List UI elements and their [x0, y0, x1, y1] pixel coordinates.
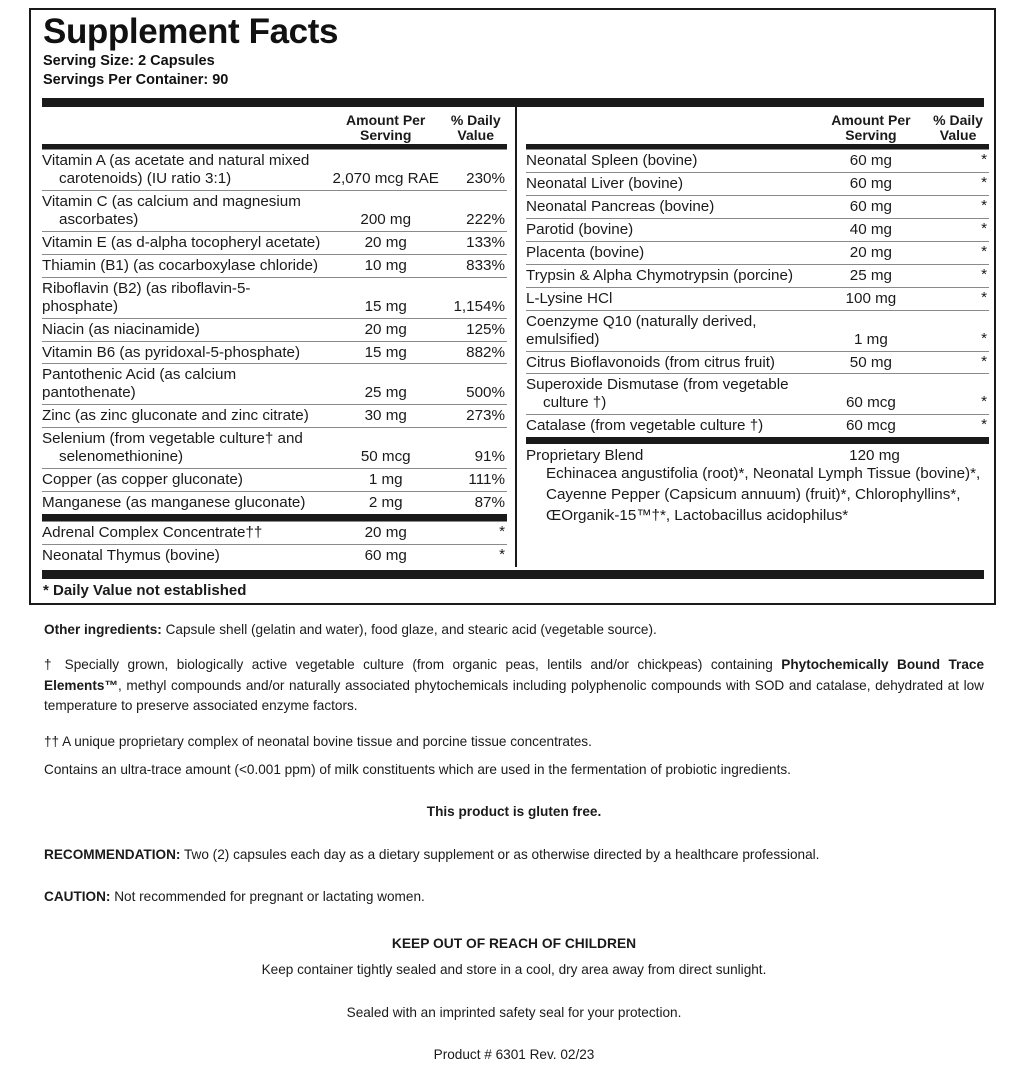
right-dv-header: % Daily Value	[933, 111, 983, 144]
table-row	[42, 492, 507, 518]
nutrient-amount: 10 mg	[327, 254, 444, 277]
nutrient-amount: 20 mg	[815, 241, 928, 264]
footer-divider-bar	[42, 570, 984, 579]
other-ingredients-text: Capsule shell (gelatin and water), food glaze, and stearic acid (vegetable source).	[161, 622, 657, 637]
table-row	[42, 544, 507, 566]
nutrient-dv: *	[927, 286, 989, 309]
nutrient-dv: 833%	[444, 254, 507, 277]
nutrient-name: Neonatal Liver (bovine)	[526, 173, 815, 196]
dagger-footnote-part1: † Specially grown, biologically active vegetable culture (from organic peas, lentils and/or chickpeas) containing	[44, 657, 782, 673]
nutrient-name: Adrenal Complex Concentrate††	[42, 522, 327, 545]
nutrient-name-cont: ascorbates)	[59, 210, 139, 228]
nutrient-amount: 20 mg	[327, 522, 444, 545]
nutrient-dv: 230%	[444, 150, 507, 191]
nutrient-name: Neonatal Pancreas (bovine)	[526, 195, 815, 218]
table-row	[42, 522, 507, 545]
nutrient-dv: *	[444, 543, 507, 565]
nutrient-dv: *	[927, 149, 989, 172]
left-dv-header: % Daily Value	[450, 111, 501, 144]
nutrient-dv: 882%	[444, 341, 507, 364]
nutrient-name-cont: selenomethionine)	[59, 448, 184, 466]
nutrient-dv: 133%	[444, 231, 507, 254]
right-column-headers	[526, 113, 989, 147]
nutrient-amount: 2 mg	[327, 492, 444, 518]
nutrient-name: Riboflavin (B2) (as riboflavin-5-phosphate)	[42, 277, 327, 318]
nutrient-dv: 91%	[444, 428, 507, 469]
nutrient-amount: 60 mg	[815, 150, 928, 173]
table-row	[526, 415, 989, 441]
table-row	[42, 277, 507, 318]
left-amount-header: Amount Per Serving	[346, 111, 426, 144]
nutrient-name: Vitamin E (as d-alpha tocopheryl acetate)	[42, 231, 327, 254]
table-row	[526, 287, 989, 310]
caution-paragraph	[44, 887, 984, 907]
table-row	[42, 364, 507, 405]
other-ingredients-paragraph	[44, 620, 984, 640]
nutrient-name: Niacin (as niacinamide)	[42, 318, 327, 341]
nutrient-dv: *	[927, 373, 989, 414]
recommendation-paragraph	[44, 845, 984, 865]
table-row	[42, 254, 507, 277]
table-row	[526, 195, 989, 218]
keep-out-of-reach-heading: KEEP OUT OF REACH OF CHILDREN	[391, 935, 637, 951]
proprietary-blend-ingredient-line: Cayenne Pepper (Capsicum annuum) (fruit)*, Chlorophyllins*,	[546, 486, 961, 504]
table-row	[526, 173, 989, 196]
nutrient-amount: 20 mg	[327, 318, 444, 341]
nutrient-amount: 30 mg	[327, 405, 444, 428]
nutrient-dv: *	[927, 414, 989, 440]
storage-instructions: Keep container tightly sealed and store in a cool, dry area away from direct sunlight.	[261, 962, 767, 978]
nutrient-amount: 20 mg	[327, 231, 444, 254]
dagger-footnote-part2: , methyl compounds and/or naturally associated phytochemicals including polyphenolic compounds with SOD and catalase, dehydrated at low temperature to preserve associated enzyme factors.	[44, 677, 984, 714]
nutrient-dv: *	[927, 172, 989, 195]
nutrient-name: Placenta (bovine)	[526, 241, 815, 264]
left-column-headers	[42, 113, 507, 147]
nutrient-name: Neonatal Thymus (bovine)	[42, 544, 327, 566]
double-dagger-footnote: †† A unique proprietary complex of neonatal bovine tissue and porcine tissue concentrates.	[44, 733, 592, 749]
table-row	[42, 469, 507, 492]
nutrient-amount: 60 mcg	[815, 374, 928, 415]
right-nutrient-column	[515, 107, 989, 567]
other-ingredients-label: Other ingredients:	[44, 622, 162, 637]
nutrient-amount: 60 mg	[327, 544, 444, 566]
milk-constituents-note: Contains an ultra-trace amount (<0.001 ppm) of milk constituents which are used in the fermentation of probiotic ingredients.	[44, 761, 791, 777]
nutrient-amount: 100 mg	[815, 287, 928, 310]
caution-label: CAUTION:	[44, 889, 111, 905]
nutrient-name: Selenium (from vegetable culture† and	[42, 430, 303, 448]
nutrient-name: Catalase (from vegetable culture †)	[526, 415, 815, 441]
nutrient-amount: 50 mg	[815, 351, 928, 374]
gluten-free-statement: This product is gluten free.	[426, 804, 602, 820]
left-nutrient-table	[42, 107, 507, 567]
nutrient-dv: *	[927, 350, 989, 373]
nutrient-name: Coenzyme Q10 (naturally derived, emulsified)	[526, 310, 815, 351]
nutrient-name: Manganese (as manganese gluconate)	[42, 492, 327, 518]
right-nutrient-table	[526, 107, 989, 445]
nutrient-dv: *	[927, 217, 989, 240]
nutrient-name-cont: carotenoids) (IU ratio 3:1)	[59, 170, 232, 188]
product-number-revision: Product # 6301 Rev. 02/23	[433, 1046, 595, 1062]
recommendation-text: Two (2) capsules each day as a dietary supplement or as otherwise directed by a healthcare professional.	[180, 846, 820, 862]
table-row	[526, 241, 989, 264]
nutrient-dv: 87%	[444, 492, 507, 518]
table-row	[42, 318, 507, 341]
recommendation-label: RECOMMENDATION:	[44, 846, 181, 862]
nutrient-amount: 60 mg	[815, 173, 928, 196]
nutrient-name: Thiamin (B1) (as cocarboxylase chloride)	[42, 254, 327, 277]
table-row	[42, 405, 507, 428]
nutrient-amount: 60 mg	[815, 195, 928, 218]
nutrient-dv: *	[927, 263, 989, 286]
nutrient-name: Citrus Bioflavonoids (from citrus fruit)	[526, 351, 815, 374]
nutrient-amount: 40 mg	[815, 218, 928, 241]
dagger-footnote-bold: Phytochemically Bound Trace Elements™	[44, 657, 984, 693]
nutrient-dv: *	[927, 309, 989, 350]
nutrient-name: Superoxide Dismutase (from vegetable	[526, 376, 789, 394]
nutrient-name: Neonatal Spleen (bovine)	[526, 150, 815, 173]
table-row	[42, 231, 507, 254]
table-row	[526, 351, 989, 374]
table-row	[526, 374, 989, 415]
left-nutrient-column	[42, 107, 515, 567]
nutrient-dv: *	[444, 521, 507, 544]
serving-size-text: Serving Size: 2 Capsules	[43, 53, 215, 70]
panel-header	[31, 10, 994, 95]
nutrient-amount: 25 mg	[815, 264, 928, 287]
nutrient-name: Trypsin & Alpha Chymotrypsin (porcine)	[526, 264, 815, 287]
nutrient-amount: 2,070 mcg RAE	[327, 150, 444, 191]
table-row	[526, 310, 989, 351]
nutrient-name: Zinc (as zinc gluconate and zinc citrate)	[42, 405, 327, 428]
nutrient-name: Vitamin B6 (as pyridoxal-5-phosphate)	[42, 341, 327, 364]
nutrient-amount: 25 mg	[327, 364, 444, 405]
nutrient-dv: *	[927, 194, 989, 217]
proprietary-blend-name: Proprietary Blend	[526, 447, 644, 465]
proprietary-blend-header	[526, 444, 989, 464]
table-row	[526, 264, 989, 287]
nutrient-amount: 15 mg	[327, 341, 444, 364]
nutrient-name: Vitamin C (as calcium and magnesium	[42, 192, 301, 210]
nutrient-dv: 500%	[444, 364, 507, 405]
table-row	[42, 341, 507, 364]
dagger-footnote-paragraph	[44, 655, 984, 716]
proprietary-blend-ingredient-line: ŒOrganik-15™†*, Lactobacillus acidophilus*	[546, 507, 849, 525]
table-row	[526, 218, 989, 241]
nutrient-name: L-Lysine HCl	[526, 287, 815, 310]
nutrient-name: Pantothenic Acid (as calcium pantothenate)	[42, 364, 327, 405]
safety-seal-note: Sealed with an imprinted safety seal for your protection.	[346, 1004, 682, 1020]
page-title: Supplement Facts	[43, 12, 339, 51]
nutrient-amount: 1 mg	[815, 310, 928, 351]
nutrient-amount: 1 mg	[327, 469, 444, 492]
supplement-facts-panel	[29, 8, 996, 605]
proprietary-blend-section	[526, 444, 989, 533]
nutrient-amount: 200 mg	[327, 190, 444, 231]
label-body-text	[44, 620, 984, 1071]
nutrient-amount: 60 mcg	[815, 415, 928, 441]
nutrient-name: Vitamin A (as acetate and natural mixed	[42, 152, 310, 170]
nutrient-name: Copper (as copper gluconate)	[42, 469, 327, 492]
servings-per-container-text: Servings Per Container: 90	[43, 72, 229, 89]
nutrient-dv: 1,154%	[444, 277, 507, 318]
daily-value-footnote: * Daily Value not established	[43, 581, 247, 599]
caution-text: Not recommended for pregnant or lactating women.	[110, 889, 425, 905]
table-row	[42, 190, 507, 231]
proprietary-blend-ingredient-line: Echinacea angustifolia (root)*, Neonatal Lymph Tissue (bovine)*,	[546, 465, 981, 483]
nutrient-dv: *	[927, 240, 989, 263]
nutrient-columns	[31, 107, 994, 567]
nutrient-dv: 125%	[444, 318, 507, 341]
header-divider-bar	[42, 98, 984, 107]
table-row	[42, 150, 507, 191]
table-row	[42, 428, 507, 469]
nutrient-name: Parotid (bovine)	[526, 218, 815, 241]
table-row	[526, 150, 989, 173]
nutrient-dv: 273%	[444, 405, 507, 428]
nutrient-dv: 222%	[444, 190, 507, 231]
nutrient-name-cont: culture †)	[543, 394, 607, 412]
nutrient-amount: 50 mcg	[327, 428, 444, 469]
nutrient-amount: 15 mg	[327, 277, 444, 318]
nutrient-dv: 111%	[444, 469, 507, 492]
proprietary-blend-amount: 120 mg	[849, 447, 900, 465]
right-amount-header: Amount Per Serving	[831, 111, 911, 144]
